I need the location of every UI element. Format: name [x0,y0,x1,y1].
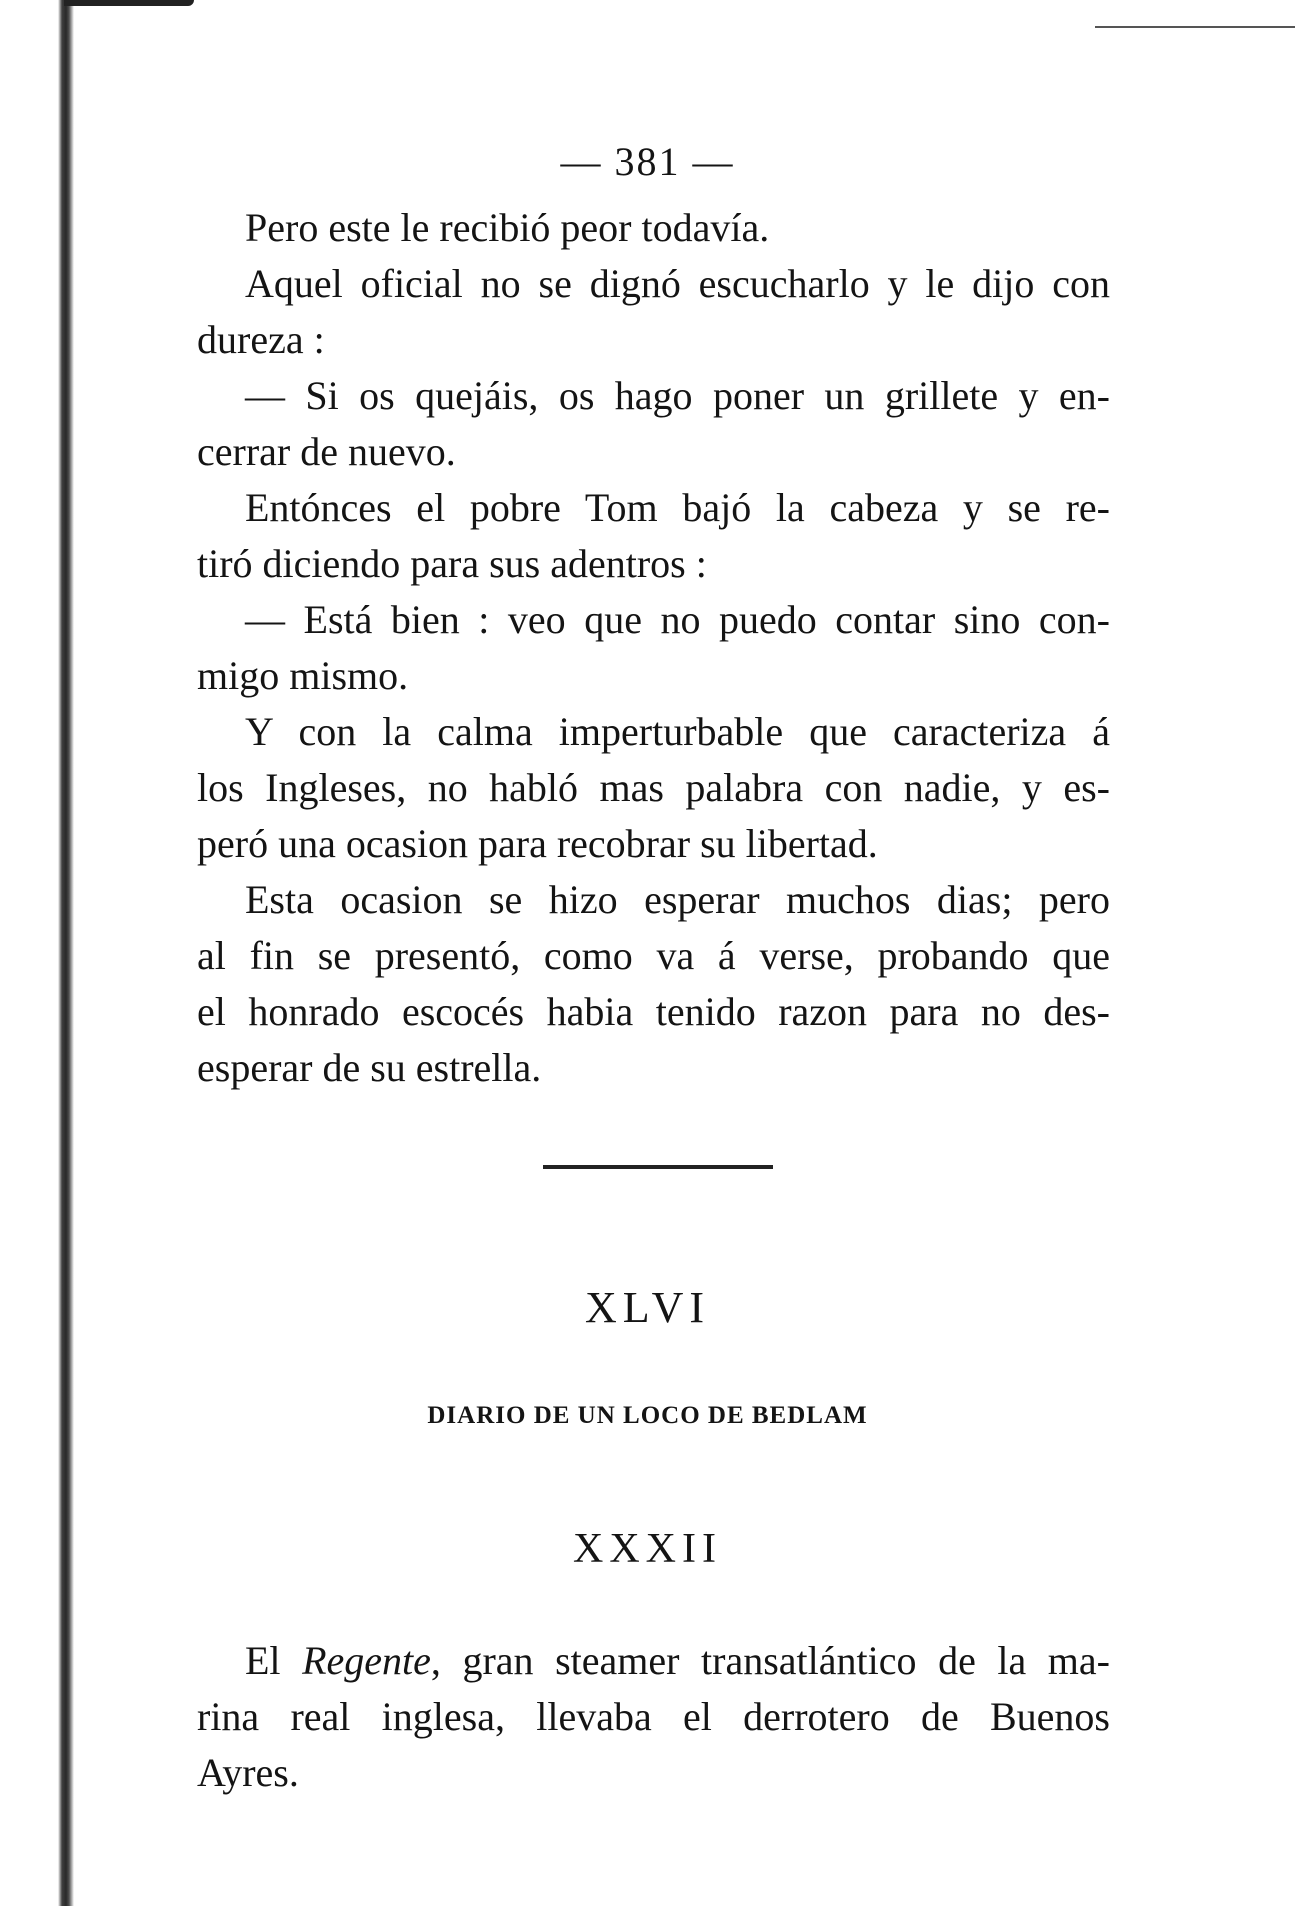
paragraph-line: Ayres. [197,1750,299,1795]
paragraph-line: — Está bien : veo que no puedo contar sino con- [245,597,1110,642]
paragraph-line: Esta ocasion se hizo esperar muchos dias; pero [245,877,1110,922]
line-text: , gran steamer transatlántico de la ma- [430,1638,1110,1683]
chapter-title: DIARIO DE UN LOCO DE BEDLAM [427,1402,868,1429]
paragraph-line: el honrado escocés habia tenido razon para no des- [197,989,1110,1034]
paragraph-line [197,1633,1110,1689]
paragraph-line: al fin se presentó, como va á verse, probando que [197,933,1110,978]
paragraph-line: Pero este le recibió peor todavía. [245,205,770,250]
paragraph-line: peró una ocasion para recobrar su libertad. [197,821,878,866]
body-text-top [197,200,1110,1096]
paragraph-line: Entónces el pobre Tom bajó la cabeza y se re- [245,485,1110,530]
paragraph-line: migo mismo. [197,653,409,698]
section-divider-rule [543,1165,773,1169]
line-text: El [245,1638,303,1683]
ship-name: Regente [302,1638,431,1683]
body-text-bottom [197,1633,1110,1801]
paragraph-line: Y con la calma imperturbable que caracteriza á [245,709,1110,754]
top-right-rule [1095,26,1295,28]
paragraph-line: los Ingleses, no habló mas palabra con nadie, y es- [197,765,1110,810]
paragraph-line: rina real inglesa, llevaba el derrotero de Buenos [197,1694,1110,1739]
paragraph-line: esperar de su estrella. [197,1045,542,1090]
paragraph-line: dureza : [197,317,325,362]
top-edge-mark [64,0,194,6]
page-number: — 381 — [560,139,735,184]
paragraph-line: — Si os quejáis, os hago poner un grillete y en- [245,373,1110,418]
subchapter-number: XXXII [573,1526,722,1572]
paragraph-line: tiró diciendo para sus adentros : [197,541,707,586]
paragraph-line: Aquel oficial no se dignó escucharlo y le dijo con [245,261,1110,306]
paragraph-line: cerrar de nuevo. [197,429,456,474]
chapter-number: XLVI [584,1283,711,1332]
page-edge-shadow [58,0,74,1906]
